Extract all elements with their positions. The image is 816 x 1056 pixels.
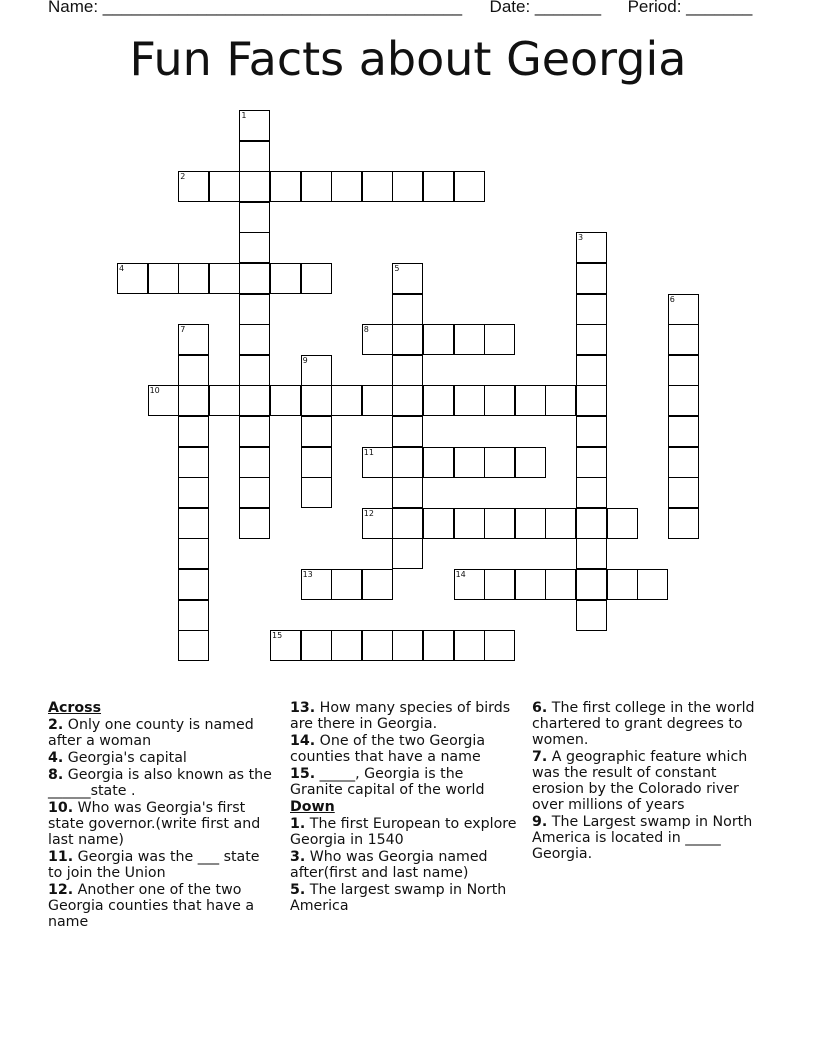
- crossword-cell[interactable]: [239, 416, 270, 447]
- crossword-cell[interactable]: [484, 630, 515, 661]
- crossword-cell[interactable]: [454, 447, 485, 478]
- clue-down-6: 6. The first college in the world chartered to grant degrees to women.: [532, 700, 755, 748]
- crossword-cell[interactable]: [668, 355, 699, 386]
- crossword-cell[interactable]: [515, 508, 546, 539]
- clue-across-12: 12. Another one of the two Georgia counties that have a name: [48, 882, 255, 930]
- crossword-cell[interactable]: [239, 385, 270, 416]
- clue-number: 8: [363, 325, 369, 335]
- crossword-cell[interactable]: [178, 416, 209, 447]
- clue-down-1: 1. The first European to explore Georgia in 1540: [290, 816, 517, 848]
- crossword-cell[interactable]: [362, 171, 393, 202]
- crossword-cell[interactable]: [178, 538, 209, 569]
- crossword-cell[interactable]: [239, 110, 270, 141]
- crossword-cell[interactable]: [392, 630, 423, 661]
- crossword-cell[interactable]: [209, 263, 240, 294]
- crossword-cell[interactable]: [362, 324, 393, 355]
- crossword-cell[interactable]: [331, 630, 362, 661]
- clue-number: 9: [302, 355, 308, 365]
- crossword-cell[interactable]: [668, 416, 699, 447]
- crossword-cell[interactable]: [515, 569, 546, 600]
- clues-column-3: [532, 700, 760, 863]
- crossword-cell[interactable]: [148, 385, 179, 416]
- crossword-cell[interactable]: [576, 538, 607, 569]
- clues-column-2: [290, 700, 518, 915]
- crossword-cell[interactable]: [362, 569, 393, 600]
- crossword-cell[interactable]: [239, 477, 270, 508]
- clue-number: 12: [363, 508, 374, 518]
- crossword-cell[interactable]: [362, 447, 393, 478]
- crossword-cell[interactable]: [270, 385, 301, 416]
- clue-number: 15: [272, 631, 283, 641]
- crossword-cell[interactable]: [454, 171, 485, 202]
- crossword-cell[interactable]: [576, 447, 607, 478]
- crossword-cell[interactable]: [392, 385, 423, 416]
- crossword-cell[interactable]: [239, 202, 270, 233]
- across-heading: Across: [48, 700, 102, 716]
- crossword-cell[interactable]: [423, 171, 454, 202]
- crossword-cell[interactable]: [668, 324, 699, 355]
- crossword-cell[interactable]: [668, 477, 699, 508]
- crossword-cell[interactable]: [454, 324, 485, 355]
- crossword-cell[interactable]: [301, 477, 332, 508]
- clue-number: 1: [241, 111, 247, 120]
- down-heading: Down: [290, 799, 335, 815]
- crossword-cell[interactable]: [454, 385, 485, 416]
- clue-number: 4: [119, 264, 125, 273]
- crossword-cell[interactable]: [392, 538, 423, 569]
- crossword-cell[interactable]: [178, 600, 209, 631]
- crossword-cell[interactable]: [545, 569, 576, 600]
- crossword-cell[interactable]: [239, 171, 270, 202]
- crossword-cell[interactable]: [392, 355, 423, 386]
- crossword-cell[interactable]: [301, 263, 332, 294]
- crossword-cell[interactable]: [178, 385, 209, 416]
- crossword-cell[interactable]: [209, 385, 240, 416]
- crossword-cell[interactable]: [454, 630, 485, 661]
- page-title: Fun Facts about Georgia: [129, 32, 687, 86]
- crossword-cell[interactable]: [423, 385, 454, 416]
- clue-down-3: 3. Who was Georgia named after(first and last name): [290, 849, 488, 881]
- crossword-cell[interactable]: [117, 263, 148, 294]
- clue-number: 11: [363, 447, 374, 457]
- crossword-cell[interactable]: [545, 385, 576, 416]
- period-field-label: Period: _______: [627, 0, 753, 16]
- crossword-cell[interactable]: [301, 447, 332, 478]
- crossword-cell[interactable]: [362, 630, 393, 661]
- crossword-cell[interactable]: [392, 508, 423, 539]
- crossword-cell[interactable]: [178, 171, 209, 202]
- crossword-cell[interactable]: [239, 141, 270, 172]
- crossword-cell[interactable]: [392, 294, 423, 325]
- crossword-cell[interactable]: [239, 355, 270, 386]
- crossword-cell[interactable]: [239, 508, 270, 539]
- clue-number: 5: [394, 264, 400, 273]
- crossword-cell[interactable]: [668, 294, 699, 325]
- crossword-cell[interactable]: [178, 508, 209, 539]
- crossword-cell[interactable]: [209, 171, 240, 202]
- crossword-cell[interactable]: [423, 447, 454, 478]
- clue-across-4: 4. Georgia's capital: [48, 750, 187, 766]
- crossword-cell[interactable]: [362, 508, 393, 539]
- crossword-cell[interactable]: [484, 508, 515, 539]
- crossword-cell[interactable]: [607, 508, 638, 539]
- name-field-label: Name: ______________________________________: [48, 0, 463, 16]
- crossword-cell[interactable]: [331, 385, 362, 416]
- clue-across-13: 13. How many species of birds are there in Georgia.: [290, 700, 511, 732]
- clue-across-14: 14. One of the two Georgia counties that have a name: [290, 733, 486, 765]
- crossword-cell[interactable]: [576, 324, 607, 355]
- crossword-cell[interactable]: [239, 232, 270, 263]
- crossword-cell[interactable]: [301, 355, 332, 386]
- crossword-cell[interactable]: [484, 324, 515, 355]
- crossword-cell[interactable]: [392, 447, 423, 478]
- crossword-cell[interactable]: [301, 385, 332, 416]
- crossword-cell[interactable]: [576, 294, 607, 325]
- crossword-cell[interactable]: [668, 447, 699, 478]
- clue-number: 13: [302, 570, 313, 579]
- clue-number: 10: [149, 386, 160, 396]
- crossword-cell[interactable]: [178, 324, 209, 355]
- crossword-cell[interactable]: [576, 416, 607, 447]
- crossword-cell[interactable]: [178, 263, 209, 294]
- clue-across-15: 15. _____, Georgia is the Granite capital of the world: [290, 766, 485, 798]
- crossword-cell[interactable]: [576, 508, 607, 539]
- crossword-cell[interactable]: [239, 447, 270, 478]
- clue-across-8: 8. Georgia is also known as the ______state .: [48, 767, 272, 799]
- crossword-cell[interactable]: [178, 569, 209, 600]
- clue-number: 2: [180, 172, 186, 182]
- crossword-cell[interactable]: [148, 263, 179, 294]
- crossword-cell[interactable]: [301, 171, 332, 202]
- crossword-cell[interactable]: [178, 630, 209, 661]
- crossword-cell[interactable]: [301, 569, 332, 600]
- crossword-cell[interactable]: [607, 569, 638, 600]
- clue-number: 6: [669, 294, 675, 304]
- crossword-cell[interactable]: [270, 630, 301, 661]
- crossword-cell[interactable]: [576, 477, 607, 508]
- crossword-cell[interactable]: [392, 263, 423, 294]
- clue-down-9: 9. The Largest swamp in North America is located in _____ Georgia.: [532, 814, 753, 862]
- crossword-cell[interactable]: [454, 569, 485, 600]
- crossword-cell[interactable]: [454, 508, 485, 539]
- clue-number: 14: [455, 570, 466, 579]
- clue-across-10: 10. Who was Georgia's first state governor.(write first and last name): [48, 800, 261, 848]
- clues-column-1: [48, 700, 276, 931]
- crossword-cell[interactable]: [576, 355, 607, 386]
- crossword-cell[interactable]: [270, 263, 301, 294]
- crossword-cell[interactable]: [392, 324, 423, 355]
- crossword-cell[interactable]: [484, 447, 515, 478]
- crossword-cell[interactable]: [239, 263, 270, 294]
- crossword-cell[interactable]: [392, 416, 423, 447]
- crossword-cell[interactable]: [576, 569, 607, 600]
- crossword-cell[interactable]: [576, 232, 607, 263]
- clue-number: 3: [578, 233, 584, 243]
- crossword-cell[interactable]: [484, 569, 515, 600]
- crossword-cell[interactable]: [178, 447, 209, 478]
- crossword-cell[interactable]: [515, 447, 546, 478]
- crossword-cell[interactable]: [576, 263, 607, 294]
- crossword-cell[interactable]: [423, 630, 454, 661]
- crossword-cell[interactable]: [239, 294, 270, 325]
- crossword-cell[interactable]: [331, 171, 362, 202]
- crossword-cell[interactable]: [178, 477, 209, 508]
- crossword-cell[interactable]: [178, 355, 209, 386]
- crossword-cell[interactable]: [545, 508, 576, 539]
- clue-across-11: 11. Georgia was the ___ state to join the Union: [48, 849, 260, 881]
- crossword-cell[interactable]: [239, 324, 270, 355]
- crossword-cell[interactable]: [668, 385, 699, 416]
- clue-down-7: 7. A geographic feature which was the result of constant erosion by the Colorado river over millions of years: [532, 749, 748, 813]
- crossword-cell[interactable]: [301, 416, 332, 447]
- clue-down-5: 5. The largest swamp in North America: [290, 882, 507, 914]
- clue-across-2: 2. Only one county is named after a woman: [48, 717, 254, 749]
- crossword-cell[interactable]: [515, 385, 546, 416]
- clue-number: 7: [180, 325, 186, 335]
- crossword-cell[interactable]: [576, 600, 607, 631]
- crossword-cell[interactable]: [270, 171, 301, 202]
- crossword-cell[interactable]: [301, 630, 332, 661]
- crossword-cell[interactable]: [484, 385, 515, 416]
- crossword-cell[interactable]: [392, 477, 423, 508]
- crossword-cell[interactable]: [423, 508, 454, 539]
- crossword-cell[interactable]: [637, 569, 668, 600]
- crossword-cell[interactable]: [576, 385, 607, 416]
- crossword-cell[interactable]: [362, 385, 393, 416]
- crossword-cell[interactable]: [331, 569, 362, 600]
- crossword-cell[interactable]: [392, 171, 423, 202]
- crossword-cell[interactable]: [668, 508, 699, 539]
- crossword-cell[interactable]: [423, 324, 454, 355]
- date-field-label: Date: _______: [489, 0, 602, 16]
